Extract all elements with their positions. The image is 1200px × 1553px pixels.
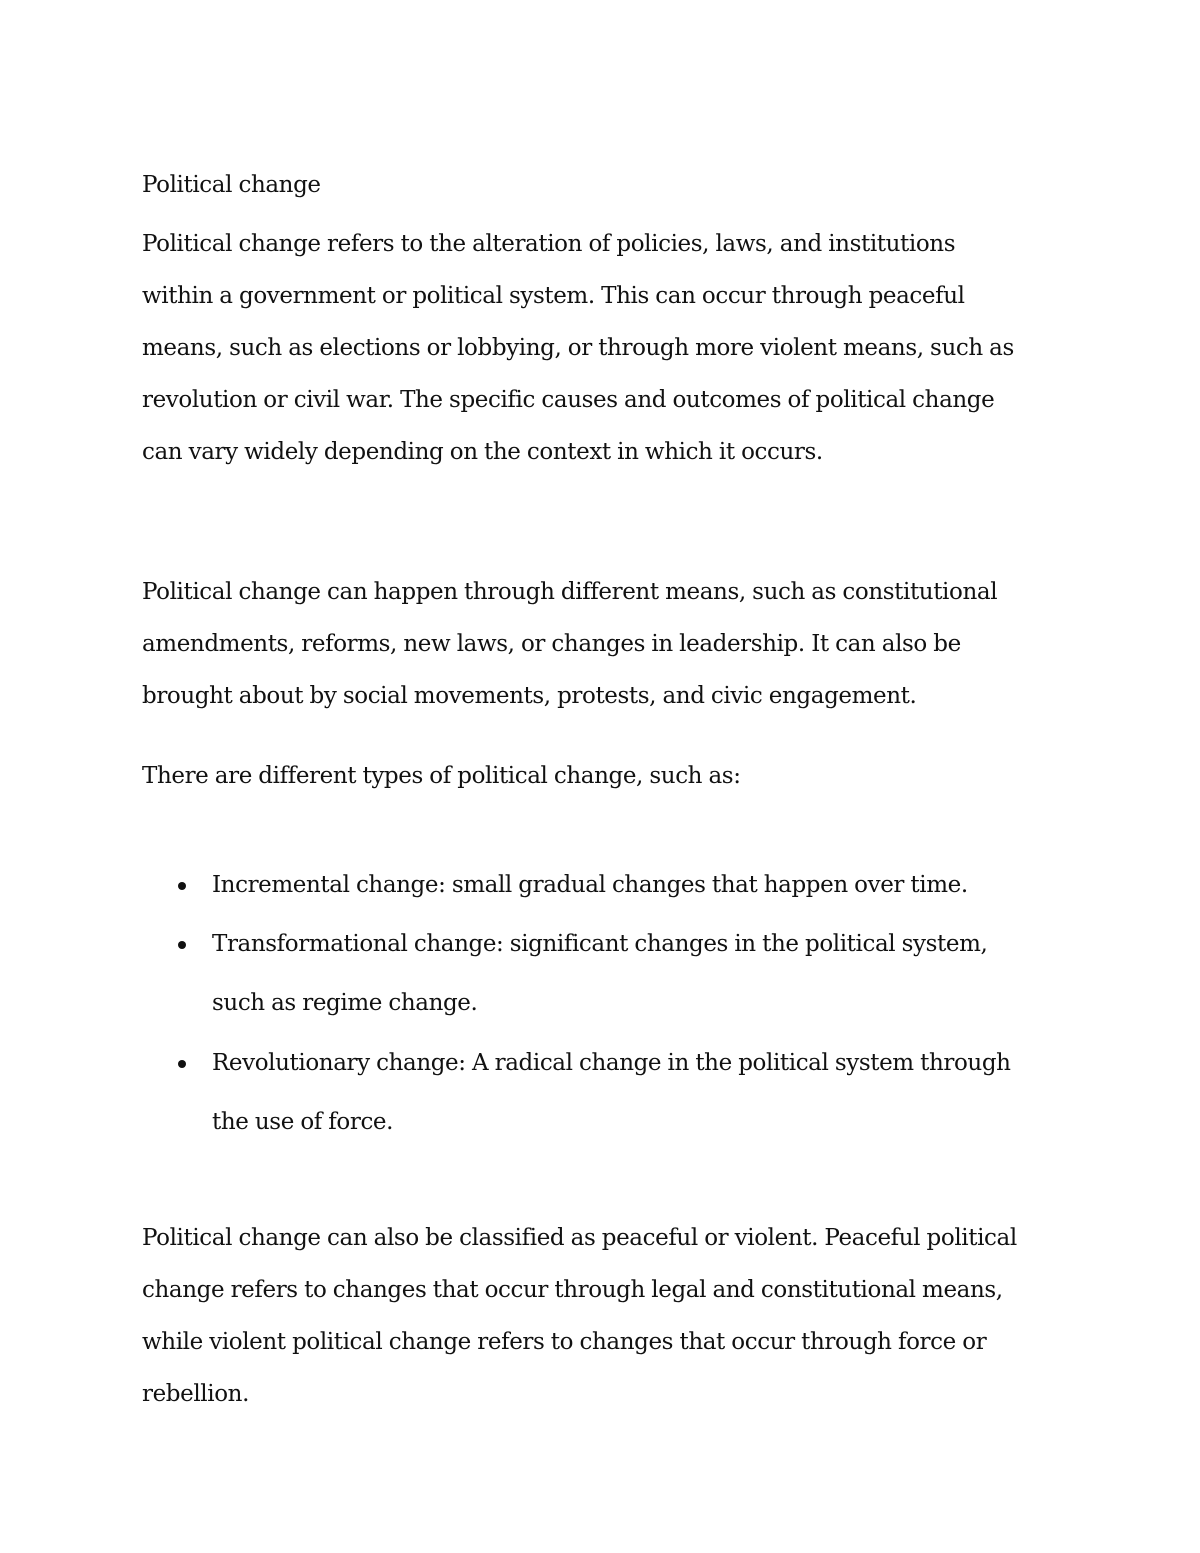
list-intro: There are different types of political change, such as: [142,763,741,789]
paragraph-line: while violent political change refers to changes that occur through force or [142,1329,987,1355]
list-item-text: Transformational change: significant changes in the political system, [212,931,988,957]
bullet-icon [178,882,186,890]
paragraph-line: brought about by social movements, protests, and civic engagement. [142,683,917,709]
paragraph-line: rebellion. [142,1381,249,1407]
bullet-icon [178,941,186,949]
paragraph-line: means, such as elections or lobbying, or through more violent means, such as [142,335,1014,361]
paragraph-line: within a government or political system. This can occur through peaceful [142,283,965,309]
document-title: Political change [142,172,321,198]
paragraph-line: change refers to changes that occur through legal and constitutional means, [142,1277,1003,1303]
list-item-text: such as regime change. [212,990,478,1016]
paragraph-line: amendments, reforms, new laws, or changes in leadership. It can also be [142,631,961,657]
list-item-text: the use of force. [212,1109,394,1135]
paragraph-line: Political change can happen through different means, such as constitutional [142,579,998,605]
list-item-text: Incremental change: small gradual changes that happen over time. [212,872,968,898]
paragraph-line: Political change refers to the alteration of policies, laws, and institutions [142,231,956,257]
paragraph-line: can vary widely depending on the context in which it occurs. [142,439,823,465]
bullet-icon [178,1060,186,1068]
paragraph-line: revolution or civil war. The specific causes and outcomes of political change [142,387,995,413]
paragraph-line: Political change can also be classified as peaceful or violent. Peaceful political [142,1225,1017,1251]
list-item-text: Revolutionary change: A radical change in the political system through [212,1050,1011,1076]
